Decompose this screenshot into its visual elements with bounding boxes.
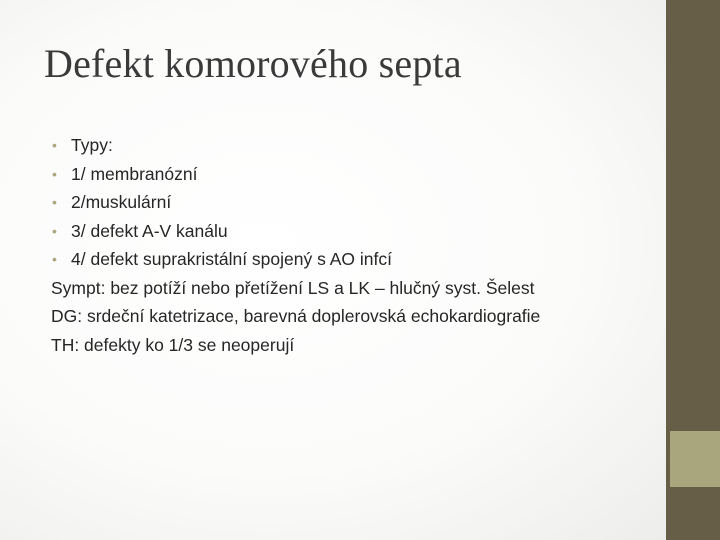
bullet-text: 4/ defekt suprakristální spojený s AO infcí	[71, 249, 392, 269]
bullet-text: 2/muskulární	[71, 192, 172, 212]
slide-title: Defekt komorového septa	[44, 41, 462, 86]
bullet-item	[52, 217, 652, 246]
bullet-item	[52, 131, 652, 160]
bullet-item	[52, 245, 652, 274]
bullet-marker: •	[52, 222, 57, 239]
bullet-text: 3/ defekt A-V kanálu	[71, 220, 228, 241]
bullet-text: 1/ membranózní	[71, 163, 198, 184]
bullet-marker: •	[52, 194, 57, 210]
bullet-item	[52, 188, 652, 217]
bullet-marker: •	[52, 165, 57, 182]
diagnosis-line: DG: srdeční katetrizace, barevná doplerovská echokardiografie	[51, 306, 541, 326]
bullet-item	[52, 160, 652, 189]
therapy-line: TH: defekty ko 1/3 se neoperují	[51, 334, 295, 355]
bullet-marker: •	[52, 251, 57, 267]
slide-content	[52, 131, 652, 359]
symptoms-line: Sympt: bez potíží nebo přetížení LS a LK – hlučný syst. Šelest	[51, 277, 535, 298]
bullet-text: Typy:	[71, 135, 113, 155]
sidebar-accent-block	[670, 431, 720, 487]
bullet-marker: •	[52, 137, 57, 153]
